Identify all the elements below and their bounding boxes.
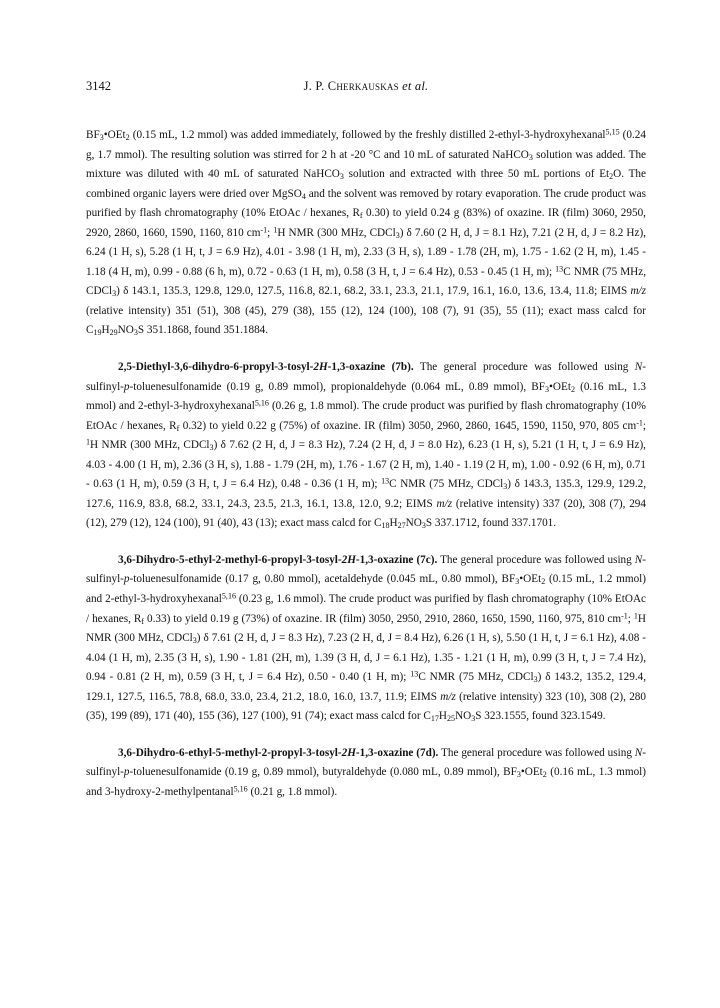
compound-heading-7b: 2,5-Diethyl-3,6-dihydro-6-propyl-3-tosyl-2H-1,3-oxazine (7b). — [118, 361, 414, 374]
paragraph-7b: 2,5-Diethyl-3,6-dihydro-6-propyl-3-tosyl-2H-1,3-oxazine (7b). The general procedure was followed using N-sulfinyl-p-toluenesulfonamide (0.19 g, 0.89 mmol), propionaldehyde (0.064 mL, 0.89 mmol), $BF_3•OEt_2$ (0.16 mL, 1.3 mmol) and 2-ethyl-3-hydroxyhexanal$^{5,16}$ (0.26 g, 1.8 mmol). The crude product was purified by flash chromatography (10% EtOAc / hexanes, $R_f$ 0.32) to yield 0.22 g (75%) of oxazine. IR (film) 3050, 2960, 2860, 1645, 1590, 1150, 970, 805 $cm^{-1}$; $^1$H NMR (300 MHz, CDCl$_3$) δ 7.62 (2 H, d, J = 8.3 Hz), 7.24 (2 H, d, J = 8.0 Hz), 6.23 (1 H, s), 5.21 (1 H, t, J = 6.9 Hz), 4.03 - 4.00 (1 H, m), 2.36 (3 H, s), 1.88 - 1.79 (2H, m), 1.76 - 1.67 (2 H, m), 1.40 - 1.19 (2 H, m), 1.00 - 0.92 (6 H, m), 0.71 - 0.63 (1 H, m), 0.59 (3 H, t, J = 6.4 Hz), 0.48 - 0.36 (1 H, m); $^{13}$C NMR (75 MHz, CDCl$_3$) δ 143.3, 135.3, 129.9, 129.2, 127.6, 116.9, 83.8, 68.2, 33.1, 24.3, 23.5, 21.3, 16.1, 13.8, 12.0, 9.2; EIMS m/z (relative intensity) 337 (20), 308 (7), 294 (12), 279 (12), 124 (100), 91 (40), 43 (13); exact mass calcd for $C_{18}H_{27}NO_3S$ 337.1712, found 337.1701. — [86, 361, 647, 531]
running-header — [86, 76, 646, 96]
paragraph-7c: 3,6-Dihydro-5-ethyl-2-methyl-6-propyl-3-tosyl-2H-1,3-oxazine (7c). The general procedure was followed using N-sulfinyl-p-toluenesulfonamide (0.17 g, 0.80 mmol), acetaldehyde (0.045 mL, 0.80 mmol), $BF_3•OEt_2$ (0.15 mL, 1.2 mmol) and 2-ethyl-3-hydroxyhexanal$^{5,16}$ (0.23 g, 1.6 mmol). The crude product was purified by flash chromatography (10% EtOAc / hexanes, $R_f$ 0.33) to yield 0.19 g (73%) of oxazine. IR (film) 3050, 2950, 2910, 2860, 1650, 1590, 1160, 975, 810 $cm^{-1}$; $^1$H NMR (300 MHz, CDCl$_3$) δ 7.61 (2 H, d, J = 8.3 Hz), 7.23 (2 H, d, J = 8.4 Hz), 6.26 (1 H, s), 5.50 (1 H, t, J = 6.1 Hz), 4.08 - 4.04 (1 H, m), 2.35 (3 H, s), 1.90 - 1.81 (2H, m), 1.39 (3 H, d, J = 6.1 Hz), 1.35 - 1.21 (1 H, m), 0.99 (3 H, t, J = 7.4 Hz), 0.94 - 0.81 (2 H, m), 0.59 (3 H, t, J = 6.4 Hz), 0.50 - 0.40 (1 H, m); $^{13}$C NMR (75 MHz, CDCl$_3$) δ 143.2, 135.2, 129.4, 129.1, 127.5, 116.5, 78.8, 68.0, 33.0, 23.4, 21.2, 18.0, 16.0, 13.7, 11.9; EIMS m/z (relative intensity) 323 (10), 308 (2), 280 (35), 199 (89), 171 (40), 155 (36), 127 (100), 91 (74); exact mass calcd for $C_{17}H_{25}NO_3S$ 323.1555, found 323.1549. — [86, 553, 647, 724]
page-number: 3142 — [86, 79, 111, 93]
paragraph-7d: 3,6-Dihydro-6-ethyl-5-methyl-2-propyl-3-tosyl-2H-1,3-oxazine (7d). The general procedure was followed using N-sulfinyl-p-toluenesulfonamide (0.19 g, 0.89 mmol), butyraldehyde (0.080 mL, 0.89 mmol), $BF_3•OEt_2$ (0.16 mL, 1.3 mmol) and 3-hydroxy-2-methylpentanal$^{5,16}$ (0.21 g, 1.8 mmol). — [86, 746, 647, 798]
compound-heading-7c: 3,6-Dihydro-5-ethyl-2-methyl-6-propyl-3-tosyl-2H-1,3-oxazine (7c). — [118, 553, 438, 566]
author-prefix: J. P. — [303, 79, 328, 93]
author-suffix: et al. — [398, 79, 429, 93]
running-head-authors — [86, 76, 646, 96]
compound-heading-7d: 3,6-Dihydro-6-ethyl-5-methyl-2-propyl-3-tosyl-2H-1,3-oxazine (7d). — [118, 746, 439, 759]
author-name: Cherkauskas — [327, 79, 399, 93]
article-body — [86, 126, 646, 820]
paragraph-7a-continued: $BF_3•OEt_2$ (0.15 mL, 1.2 mmol) was added immediately, followed by the freshly distilled 2-ethyl-3-hydroxyhexanal$^{5,15}$ (0.24 g, 1.7 mmol). The resulting solution was stirred for 2 h at -20 °C and 10 mL of saturated NaHCO$_3$ solution was added. The mixture was diluted with 40 mL of saturated NaHCO$_3$ solution and extracted with three 50 mL portions of $Et_2O$. The combined organic layers were dried over MgSO$_4$ and the solvent was removed by rotary evaporation. The crude product was purified by flash chromatography (10% EtOAc / hexanes, $R_f$ 0.30) to yield 0.24 g (83%) of oxazine. IR (film) 3060, 2950, 2920, 2860, 1660, 1590, 1160, 810 $cm^{-1}$; $^1$H NMR (300 MHz, CDCl$_3$) δ 7.60 (2 H, d, J = 8.1 Hz), 7.21 (2 H, d, J = 8.2 Hz), 6.24 (1 H, s), 5.28 (1 H, t, J = 6.9 Hz), 4.01 - 3.98 (1 H, m), 2.33 (3 H, s), 1.89 - 1.78 (2H, m), 1.75 - 1.62 (2 H, m), 1.45 - 1.18 (4 H, m), 0.99 - 0.88 (6 h, m), 0.72 - 0.63 (1 H, m), 0.58 (3 H, t, J = 6.4 Hz), 0.53 - 0.45 (1 H, m); $^{13}$C NMR (75 MHz, CDCl$_3$) δ 143.1, 135.3, 129.8, 129.0, 127.5, 116.8, 82.1, 68.2, 33.1, 23.3, 21.1, 17.9, 16.1, 16.0, 13.6, 13.4, 11.8; EIMS m/z (relative intensity) 351 (51), 308 (45), 279 (38), 155 (12), 124 (100), 108 (7), 91 (35), 55 (11); exact mass calcd for $C_{19}H_{29}NO_3S$ 351.1868, found 351.1884. — [86, 127, 647, 338]
